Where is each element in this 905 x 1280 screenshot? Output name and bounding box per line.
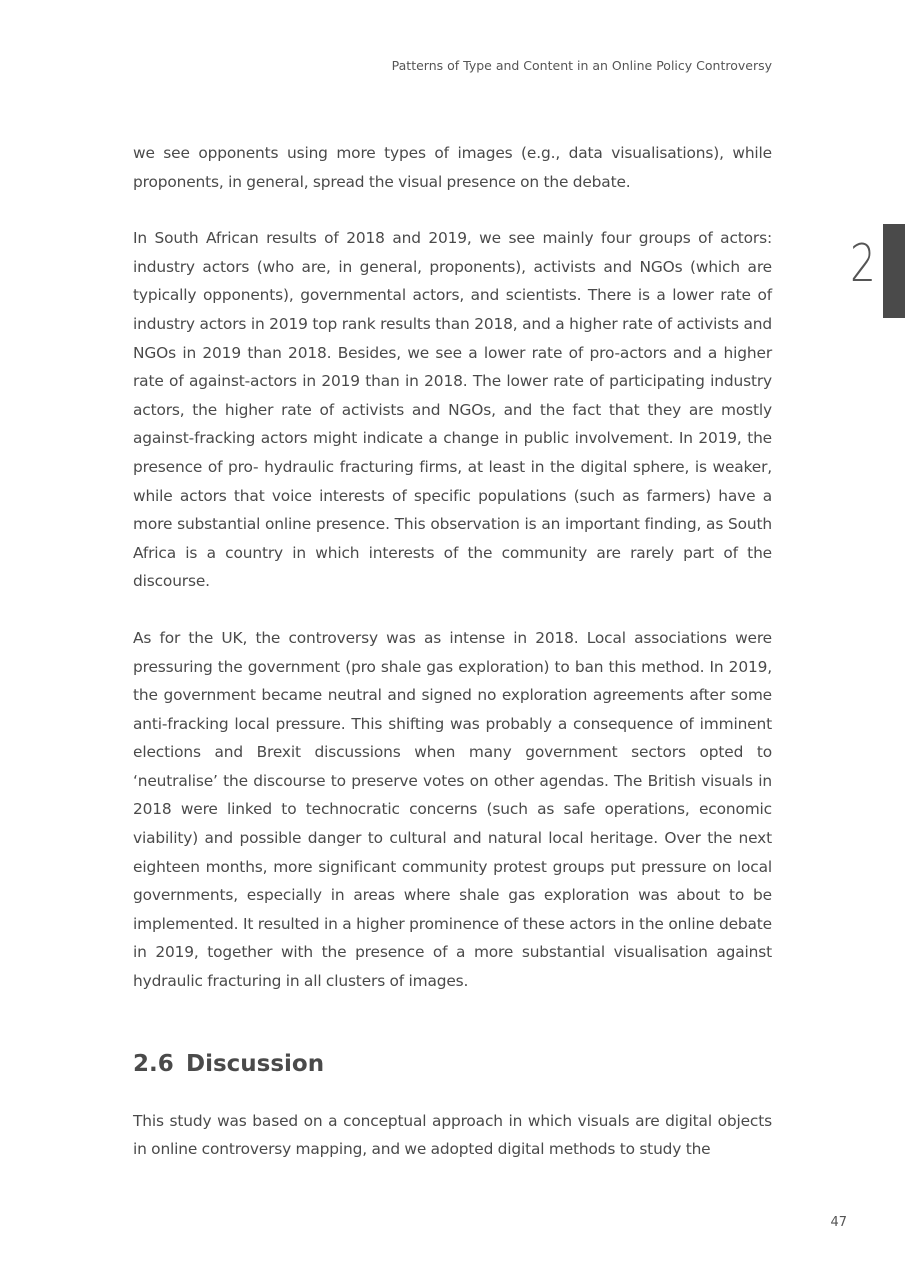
body-paragraph-3: As for the UK, the controversy was as intense in 2018. Local associations were pressuring the government (pro shale gas exploration) to ban this method. In 2019, the government became neutral and signed no exploration agreements after some anti-fracking local pressure. This shifting was probably a consequence of imminent elections and Brexit discussions when many government sectors opted to ‘neutralise’ the discourse to preserve votes on other agendas. The British visuals in 2018 were linked to technocratic concerns (such as safe operations, economic viability) and possible danger to cultural and natural local heritage. Over the next eighteen months, more significant community protest groups put pressure on local governments, especially in areas where shale gas exploration was about to be implemented. It resulted in a higher prominence of these actors in the online debate in 2019, together with the presence of a more substantial visualisation against hydraulic fracturing in all clusters of images. (133, 628, 772, 991)
body-paragraph-2: In South African results of 2018 and 2019, we see mainly four groups of actors: industry actors (who are, in general, proponents), activists and NGOs (which are typically opponents), governmental actors, and scientists. There is a lower rate of industry actors in 2019 top rank results than 2018, and a higher rate of activists and NGOs in 2019 than 2018. Besides, we see a lower rate of pro-actors and a higher rate of against-actors in 2019 than in 2018. The lower rate of participating industry actors, the higher rate of activists and NGOs, and the fact that they are mostly against-fracking actors might indicate a change in public involvement. In 2019, the presence of pro- hydraulic fracturing firms, at least in the digital sphere, is weaker, while actors that voice interests of specific populations (such as farmers) have a more substantial online presence. This observation is an important finding, as South Africa is a country in which interests of the community are rarely part of the discourse. (133, 229, 772, 591)
body-paragraph-1: we see opponents using more types of images (e.g., data visualisations), while proponents, in general, spread the visual presence on the debate. (133, 144, 772, 191)
page-number: 47 (830, 1215, 847, 1230)
section-paragraph-1: This study was based on a conceptual approach in which visuals are digital objects in online controversy mapping, and we adopted digital methods to study the (133, 1111, 772, 1159)
section-heading (133, 1048, 772, 1080)
chapter-tab-marker (883, 224, 905, 318)
main-content (133, 139, 772, 1164)
section-title: Discussion (186, 1050, 325, 1077)
chapter-number: 2 (850, 234, 876, 294)
section-number: 2.6 (133, 1050, 174, 1077)
running-header: Patterns of Type and Content in an Online Policy Controversy (391, 58, 772, 73)
